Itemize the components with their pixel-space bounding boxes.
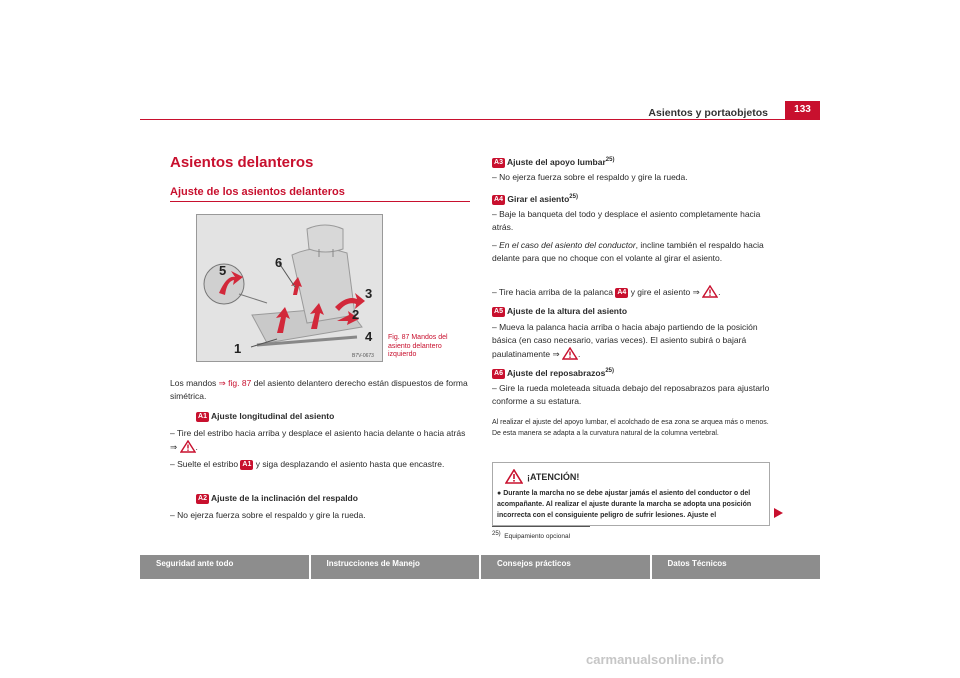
footer-tab-consejos[interactable]: Consejos prácticos [479,555,650,579]
footnote: $^{25)}$ Equipamiento opcional [492,531,571,541]
step-1-badge: A1 [196,412,209,422]
step-1-heading: A1 Ajuste longitudinal del asiento [196,410,334,423]
figure-label-1: 1 [234,341,242,356]
page-number: 133 [785,101,820,119]
step-4-heading: A4 Girar el asiento$^{25)}$ [492,191,578,206]
step-6-bullet-1: – Gire la rueda moleteada situada debajo del reposabrazos para ajustarlo conforme a su estatura. [492,383,770,406]
step-5-heading: A5 Ajuste de la altura del asiento [492,305,627,318]
lumbar-note: Al realizar el ajuste del apoyo lumbar, el acolchado de esa zona se arquea más o menos. De esta manera se adapta a la curvatura natural de la columna vertebral. [492,419,769,437]
figure-label-5: 5 [219,263,227,278]
step-5-badge: A5 [492,307,505,317]
figure-label-3: 3 [365,286,373,301]
warning-icon[interactable] [562,347,578,360]
step-6-heading: A6 Ajuste del reposabrazos$^{25)}$ [492,365,614,380]
footer-tab-datos[interactable]: Datos Técnicos [650,555,821,579]
warning-box [492,462,770,526]
running-header-title: Asientos y portaobjetos [648,107,768,119]
footer-nav [140,555,820,579]
seat-illustration [197,215,382,361]
warning-text: ● Durante la marcha no se debe ajustar jamás el asiento del conductor o del acompañante. Al realizar el ajuste durante la marcha se adopta una posición incorrecta con el consiguiente peligro de sufrir lesiones. Ajuste el [497,490,752,519]
watermark: carmanualsonline.info [586,652,724,667]
figure-caption: Fig. 87 Mandos del asiento delantero izquierdo [388,334,448,358]
step-1-bullet-1: – Tire del estribo hacia arriba y desplace el asiento hacia delante o hacia atrás ⇒ . [170,428,466,452]
subsection-title: Ajuste de los asientos delanteros [170,186,345,198]
header-rule [140,119,820,120]
step-6-badge: A6 [492,369,505,379]
step-1-bullet-2: – Suelte el estribo A1 y siga desplazando el asiento hasta que encastre. [170,459,445,469]
step-3-badge: A3 [492,158,505,168]
warning-triangle-icon [505,469,523,484]
step-4-bullet-1: – Baje la banqueta del todo y desplace el asiento completamente hacia atrás. [492,209,761,232]
intro-paragraph: Los mandos ⇒ fig. 87 del asiento delantero derecho están dispuestos de forma simétrica. [170,378,468,401]
warning-icon[interactable] [702,285,718,298]
step-5-bullet-1: – Mueva la palanca hacia arriba o hacia abajo partiendo de la posición básica (en caso necesario, varias veces). El asiento subirá o bajará paulatinamente ⇒ . [492,322,758,359]
step-2-heading: A2 Ajuste de la inclinación del respaldo [196,492,358,505]
footer-tab-seguridad[interactable]: Seguridad ante todo [140,555,309,579]
seat-figure [196,214,383,362]
figure-label-4: 4 [365,329,373,344]
figure-reference-link[interactable]: ⇒ fig. 87 [218,378,252,388]
step-4-bullet-3: – Tire hacia arriba de la palanca A4 y gire el asiento ⇒ . [492,287,721,297]
step-4-inline-badge: A4 [615,288,628,298]
continue-arrow-icon[interactable] [774,508,783,518]
section-title: Asientos delanteros [170,154,314,171]
subsection-rule [170,201,470,202]
warning-title: ¡ATENCIÓN! [527,472,580,482]
warning-icon[interactable] [180,440,196,453]
step-4-bullet-2: – En el caso del asiento del conductor, incline también el respaldo hacia delante para que no choque con el volante al girar el asiento. [492,240,764,263]
footnote-rule [492,526,590,527]
step-1-inline-badge: A1 [240,460,253,470]
step-4-badge: A4 [492,195,505,205]
step-3-bullet-1: – No ejerza fuerza sobre el respaldo y gire la rueda. [492,172,688,182]
footer-tab-instrucciones[interactable]: Instrucciones de Manejo [309,555,480,579]
step-3-heading: A3 Ajuste del apoyo lumbar$^{25)}$ [492,154,614,169]
figure-label-6: 6 [275,255,283,270]
step-2-bullet-1: – No ejerza fuerza sobre el respaldo y gire la rueda. [170,510,366,520]
figure-code: B7V-0673 [352,353,374,359]
figure-label-2: 2 [352,307,360,322]
step-2-badge: A2 [196,494,209,504]
